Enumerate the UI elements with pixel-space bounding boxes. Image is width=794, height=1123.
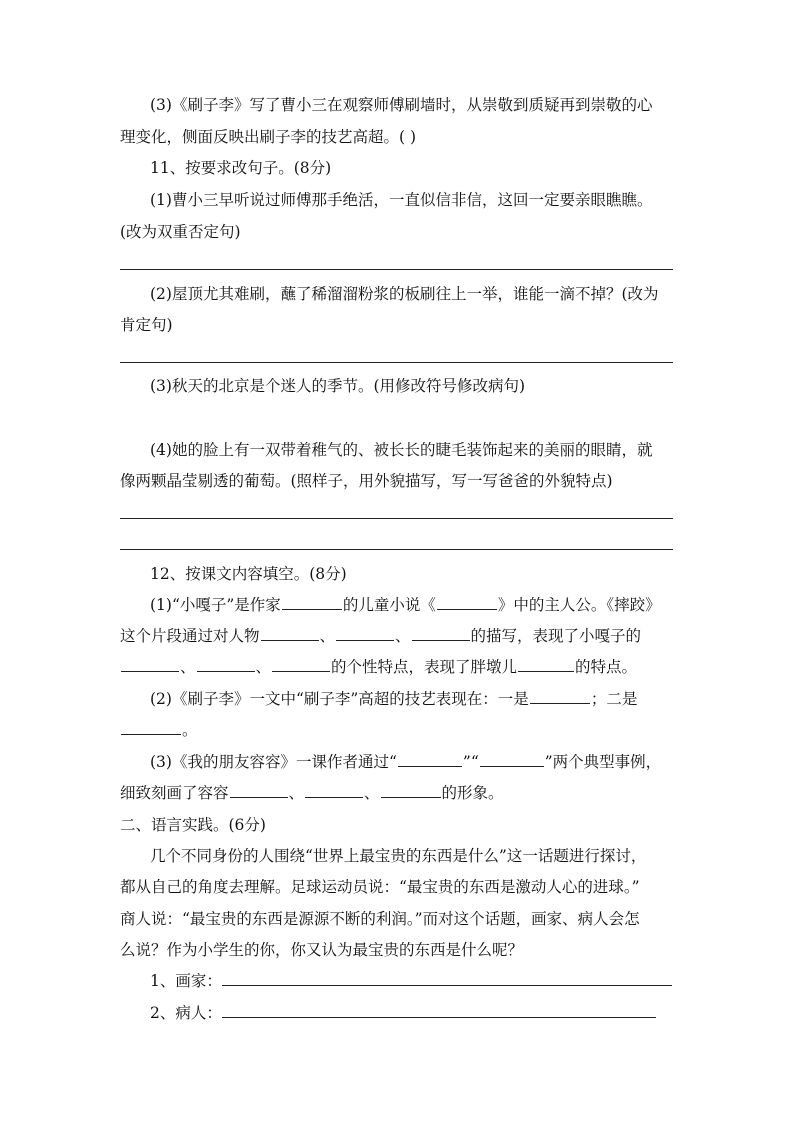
section2-para-line4: 么说？作为小学生的你，你又认为最宝贵的东西是什么呢？ (120, 941, 524, 959)
item1-answer-line[interactable] (222, 970, 672, 986)
q12-p3-text-c: ”两个典型事例， (544, 753, 662, 771)
blank-pangdun[interactable] (518, 656, 574, 672)
q12-p1-text-j: 的个性特点，表现了胖墩儿 (331, 658, 518, 676)
blank-desc-1[interactable] (261, 625, 319, 641)
q12-p1-text-f: 、 (395, 627, 411, 645)
q11-s4-line1: (4)她的脸上有一双带着稚气的、被长长的睫毛装饰起来的美丽的眼睛，就 (150, 441, 653, 459)
q12-title: 12、按课文内容填空。(8分) (150, 565, 347, 583)
q12-p3-line1 (150, 751, 676, 773)
q12-p3-line2 (120, 782, 676, 804)
q12-p1-text-h: 、 (180, 658, 196, 676)
q10-3-line2: 理变化，侧面反映出刷子李的技艺高超。( ) (120, 128, 417, 146)
q11-s4-answer-line-2[interactable] (120, 549, 673, 550)
q12-p1-text-d: 这个片段通过对人物 (120, 627, 260, 645)
item2-label: 2、病人： (150, 1004, 222, 1022)
blank-image-2[interactable] (305, 782, 363, 798)
q12-p1-text-e: 、 (319, 627, 336, 645)
q12-p1-text-g: 的描写，表现了小嘎子的 (470, 627, 642, 645)
blank-trait-3[interactable] (272, 656, 330, 672)
blank-trait-2[interactable] (197, 656, 255, 672)
section2-para-line3: 商人说：“最宝贵的东西是源源不断的利润。”而对这个话题，画家、病人会怎 (120, 910, 640, 928)
q12-p3-text-a: (3)《我的朋友容容》一课作者通过“ (150, 753, 397, 771)
q12-p2-text-a: (2)《刷子李》一文中“刷子李”高超的技艺表现在：一是 (150, 690, 529, 708)
q12-p1-line1 (150, 594, 676, 616)
q12-p1-line3 (120, 656, 676, 678)
q11-s1-answer-line[interactable] (120, 269, 673, 270)
q12-p1-text-a: (1)“小嘎子”是作家 (150, 596, 281, 614)
blank-skill-2[interactable] (121, 719, 181, 735)
q12-p2-text-c: 。 (182, 721, 198, 739)
q11-s1-line1: (1)曹小三早听说过师傅那手绝活，一直似信非信，这回一定要亲眼瞧瞧。 (150, 191, 653, 209)
section2-item2 (150, 1002, 676, 1024)
q12-p1-line2 (120, 625, 676, 647)
section2-title: 二、语言实践。(6分) (120, 816, 266, 834)
blank-novel[interactable] (437, 594, 497, 610)
q12-p3-text-d: 细致刻画了容容 (120, 784, 229, 802)
section2-item1 (150, 970, 676, 992)
blank-image-1[interactable] (230, 782, 288, 798)
q11-s1-line2: (改为双重否定句) (120, 223, 241, 241)
blank-skill-1[interactable] (530, 688, 590, 704)
q10-3-line1: (3)《刷子李》写了曹小三在观察师傅刷墙时，从崇敬到质疑再到崇敬的心 (150, 96, 653, 114)
q12-p2-text-b: ；二是 (590, 690, 638, 708)
q11-title: 11、按要求改句子。(8分) (150, 159, 332, 177)
q11-s4-line2: 像两颗晶莹剔透的葡萄。(照样子，用外貌描写，写一写爸爸的外貌特点) (120, 472, 613, 490)
q11-s2-answer-line[interactable] (120, 362, 673, 363)
q12-p1-text-b: 的儿童小说《 (342, 596, 436, 614)
blank-image-3[interactable] (381, 782, 441, 798)
q11-s2-line1: (2)屋顶尤其难刷，蘸了稀溜溜粉浆的板刷往上一举，谁能一滴不掉？(改为 (150, 285, 659, 303)
item2-answer-line[interactable] (222, 1002, 656, 1018)
q11-s3: (3)秋天的北京是个迷人的季节。(用修改符号修改病句) (150, 377, 526, 395)
q11-s2-line2: 肯定句) (120, 316, 173, 334)
q12-p3-text-b: ”“ (462, 753, 479, 771)
q12-p1-text-k: 的特点。 (575, 658, 638, 676)
blank-desc-3[interactable] (412, 625, 470, 641)
q12-p3-text-g: 的形象。 (441, 784, 504, 802)
q12-p1-text-c: 》中的主人公。《摔跤》 (497, 596, 661, 614)
blank-event-1[interactable] (398, 751, 462, 767)
blank-event-2[interactable] (480, 751, 544, 767)
q12-p1-text-i: 、 (255, 658, 272, 676)
section2-para-line2: 都从自己的角度去理解。足球运动员说：“最宝贵的东西是激动人心的进球。” (120, 878, 640, 896)
q12-p2-line2 (120, 719, 676, 741)
q12-p2-line1 (150, 688, 676, 710)
blank-trait-1[interactable] (121, 656, 179, 672)
q11-s4-answer-line-1[interactable] (120, 518, 673, 519)
q12-p3-text-e: 、 (288, 784, 305, 802)
blank-desc-2[interactable] (336, 625, 394, 641)
blank-author[interactable] (282, 594, 342, 610)
section2-para-line1: 几个不同身份的人围绕“世界上最宝贵的东西是什么”这一话题进行探讨， (150, 847, 647, 865)
q12-p3-text-f: 、 (364, 784, 380, 802)
item1-label: 1、画家： (150, 972, 222, 990)
